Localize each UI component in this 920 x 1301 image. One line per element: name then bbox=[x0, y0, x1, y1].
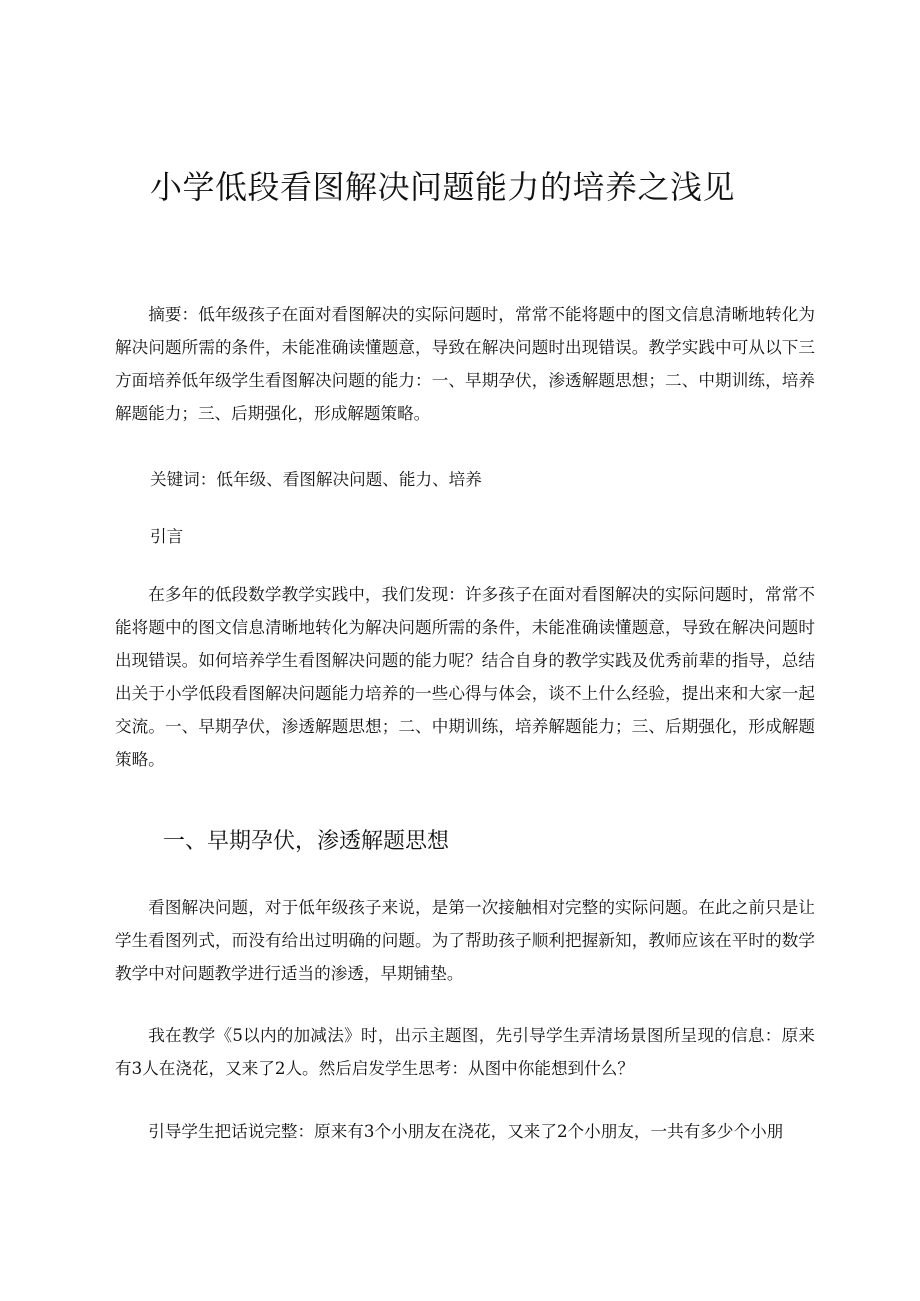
intro-heading: 引言 bbox=[150, 527, 184, 546]
document-title: 小学低段看图解决问题能力的培养之浅见 bbox=[150, 168, 736, 206]
intro-paragraph: 在多年的低段数学教学实践中，我们发现：许多孩子在面对看图解决的实际问题时，常常不能将题中的图文信息清晰地转化为解决问题所需的条件，未能准确读懂题意，导致在解决问题时出现错误。如何培养学生看图解决问题的能力呢？结合自身的教学实践及优秀前辈的指导，总结出关于小学低段看图解决问题能力培养的一些心得与体会，谈不上什么经验，提出来和大家一起交流。一、早期孕伏，渗透解题思想；二、中期训练，培养解题能力；三、后期强化，形成解题策略。 bbox=[115, 585, 815, 769]
abstract-paragraph: 摘要：低年级孩子在面对看图解决的实际问题时，常常不能将题中的图文信息清晰地转化为解决问题所需的条件，未能准确读懂题意，导致在解决问题时出现错误。教学实践中可从以下三方面培养低年级学生看图解决问题的能力：一、早期孕伏，渗透解题思想；二、中期训练，培养解题能力；三、后期强化，形成解题策略。 bbox=[115, 305, 815, 423]
section-1-heading: 一、早期孕伏，渗透解题思想 bbox=[163, 829, 450, 854]
section-1-paragraph-1: 看图解决问题，对于低年级孩子来说，是第一次接触相对完整的实际问题。在此之前只是让学生看图列式，而没有给出过明确的问题。为了帮助孩子顺利把握新知，教师应该在平时的数学教学中对问题教学进行适当的渗透，早期铺垫。 bbox=[115, 898, 815, 983]
keywords-line: 关键词：低年级、看图解决问题、能力、培养 bbox=[150, 470, 482, 489]
section-1-paragraph-3: 引导学生把话说完整：原来有3个小朋友在浇花，又来了2个小朋友，一共有多少个小朋 bbox=[148, 1122, 784, 1141]
section-1-paragraph-2: 我在教学《5以内的加减法》时，出示主题图，先引导学生弄清场景图所呈现的信息：原来有3人在浇花，又来了2人。然后启发学生思考：从图中你能想到什么？ bbox=[115, 1026, 815, 1078]
